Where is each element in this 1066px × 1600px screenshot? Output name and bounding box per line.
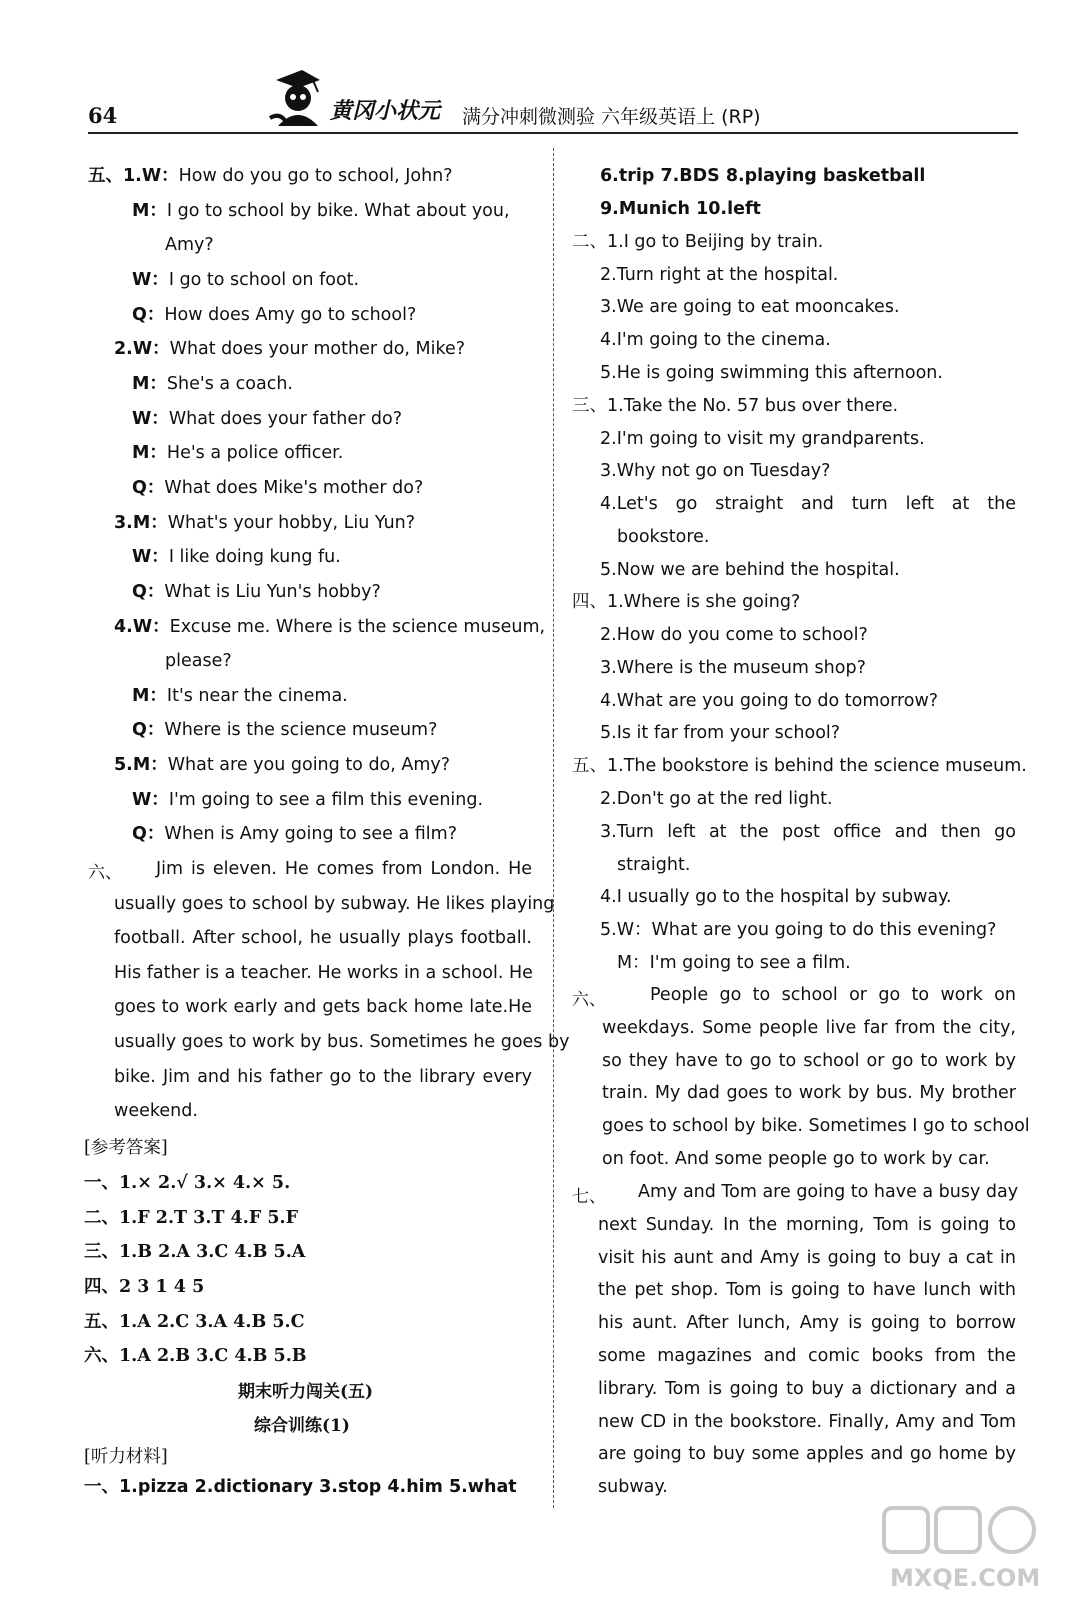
section1-line: 一、1.pizza 2.dictionary 3.stop 4.him 5.what bbox=[84, 1477, 517, 1497]
answer-row: 四、2 3 1 4 5 bbox=[84, 1277, 205, 1297]
header-rule bbox=[88, 132, 1018, 134]
dialog-line: 4.W：Excuse me. Where is the science museum, bbox=[114, 617, 546, 637]
answer-row: 二、1.F 2.T 3.T 4.F 5.F bbox=[84, 1208, 299, 1228]
sentence-line: 3.Turn left at the post office and then go bbox=[600, 822, 1016, 842]
dialog-line: 五、1.W：How do you go to school, John? bbox=[88, 166, 453, 186]
watermark bbox=[880, 1500, 1050, 1595]
dialog-line: Q：When is Amy going to see a film? bbox=[132, 824, 457, 844]
sentence-line: 3.Where is the museum shop? bbox=[600, 658, 866, 678]
dialog-line: Amy? bbox=[165, 235, 214, 255]
final-subtitle: 综合训练(1) bbox=[254, 1416, 350, 1436]
sentence-line: 3.We are going to eat mooncakes. bbox=[600, 297, 900, 317]
sentence-line: 五、1.The bookstore is behind the science museum. bbox=[572, 756, 1027, 776]
sentence-line: 4.I'm going to the cinema. bbox=[600, 330, 831, 350]
section-label: 七、 bbox=[572, 1187, 606, 1207]
answer-row: 三、1.B 2.A 3.C 4.B 5.A bbox=[84, 1242, 306, 1262]
sentence-line: 三、1.Take the No. 57 bus over there. bbox=[572, 396, 899, 416]
dialog-line: W：What does your father do? bbox=[132, 409, 402, 429]
sentence-line: M：I'm going to see a film. bbox=[617, 953, 851, 973]
sentence-line: 4.What are you going to do tomorrow? bbox=[600, 691, 939, 711]
watermark-logo-icon bbox=[880, 1500, 1050, 1595]
page-number: 64 bbox=[88, 103, 118, 128]
passage-seven: Amy and Tom are going to have a busy day next Sunday. In the morning, Tom is going to visit his aunt and Amy is going to buy a cat in the pet shop. Tom is going to have lunch with his aunt. After lunch, Amy is going to borrow some magazines and comic books from the library. Tom is going to buy a dictionary and a new CD in the bookstore. Finally, Amy and Tom are going to buy some apples and go home by subway. bbox=[598, 1182, 1019, 1498]
dialog-line: W：I'm going to see a film this evening. bbox=[132, 790, 484, 810]
dialog-line: W：I go to school on foot. bbox=[132, 270, 360, 290]
answers-title: [参考答案] bbox=[84, 1138, 168, 1158]
dialog-line: W：I like doing kung fu. bbox=[132, 547, 341, 567]
dialog-line: Q：What does Mike's mother do? bbox=[132, 478, 424, 498]
sentence-line: 3.Why not go on Tuesday? bbox=[600, 461, 831, 481]
answer-line: 9.Munich 10.left bbox=[600, 199, 761, 219]
sentence-line: 4.I usually go to the hospital by subway. bbox=[600, 887, 952, 907]
sentence-line: straight. bbox=[617, 855, 691, 875]
dialog-line: Q：Where is the science museum? bbox=[132, 720, 438, 740]
dialog-line: M：I go to school by bike. What about you, bbox=[132, 201, 510, 221]
dialog-line: Q：What is Liu Yun's hobby? bbox=[132, 582, 381, 602]
dialog-line: 5.M：What are you going to do, Amy? bbox=[114, 755, 451, 775]
dialog-line: 3.M：What's your hobby, Liu Yun? bbox=[114, 513, 416, 533]
final-title: 期末听力闯关(五) bbox=[238, 1382, 374, 1402]
dialog-line: M：He's a police officer. bbox=[132, 443, 344, 463]
sentence-line: 5.W：What are you going to do this evening? bbox=[600, 920, 997, 940]
sentence-line: 二、1.I go to Beijing by train. bbox=[572, 232, 824, 252]
sentence-line: 四、1.Where is she going? bbox=[572, 592, 801, 612]
answer-row: 五、1.A 2.C 3.A 4.B 5.C bbox=[84, 1312, 305, 1332]
sentence-line: 5.Now we are behind the hospital. bbox=[600, 560, 900, 580]
sentence-line: 4.Let's go straight and turn left at the bbox=[600, 494, 1016, 514]
dialog-line: M：She's a coach. bbox=[132, 374, 293, 394]
sentence-line: 2.Don't go at the red light. bbox=[600, 789, 833, 809]
sentence-line: 5.Is it far from your school? bbox=[600, 723, 841, 743]
material-title: [听力材料] bbox=[84, 1447, 168, 1467]
section-label: 六、 bbox=[572, 990, 606, 1010]
dialog-line: please? bbox=[165, 651, 232, 671]
dialog-line: Q：How does Amy go to school? bbox=[132, 305, 417, 325]
brand-name: 黄冈小状元 bbox=[330, 98, 441, 124]
section-label: 六、 bbox=[88, 863, 122, 883]
series-title: 满分冲刺微测验 六年级英语上 (RP) bbox=[462, 106, 761, 128]
dialog-line: M：It's near the cinema. bbox=[132, 686, 348, 706]
page-header bbox=[0, 0, 1066, 140]
dialog-line: 2.W：What does your mother do, Mike? bbox=[114, 339, 466, 359]
sentence-line: 2.Turn right at the hospital. bbox=[600, 265, 839, 285]
passage-six: Jim is eleven. He comes from London. He usually goes to school by subway. He likes playing football. After school, he usually plays football. His father is a teacher. He works in a school. He goes to work early and gets back home late.He usually goes to work by bus. Sometimes he goes by bike. Jim and his father go to the library every weekend. bbox=[114, 859, 570, 1122]
svg-text:MXQE.COM: MXQE.COM bbox=[890, 1564, 1041, 1592]
column-divider bbox=[553, 148, 554, 1508]
sentence-line: bookstore. bbox=[617, 527, 710, 547]
sentence-line: 2.How do you come to school? bbox=[600, 625, 868, 645]
mascot-logo-icon bbox=[268, 66, 328, 130]
sentence-line: 5.He is going swimming this afternoon. bbox=[600, 363, 943, 383]
answer-row: 六、1.A 2.B 3.C 4.B 5.B bbox=[84, 1346, 307, 1366]
sentence-line: 2.I'm going to visit my grandparents. bbox=[600, 429, 925, 449]
answer-row: 一、1.× 2.√ 3.× 4.× 5. bbox=[84, 1173, 291, 1193]
passage-six-right: People go to school or go to work on weekdays. Some people live far from the city, so they have to go to school or go to work by train. My dad goes to work by bus. My brother goes to school by bike. Sometimes I go to school on foot. And some people go to work by car. bbox=[602, 985, 1030, 1169]
answer-line: 6.trip 7.BDS 8.playing basketball bbox=[600, 166, 926, 186]
